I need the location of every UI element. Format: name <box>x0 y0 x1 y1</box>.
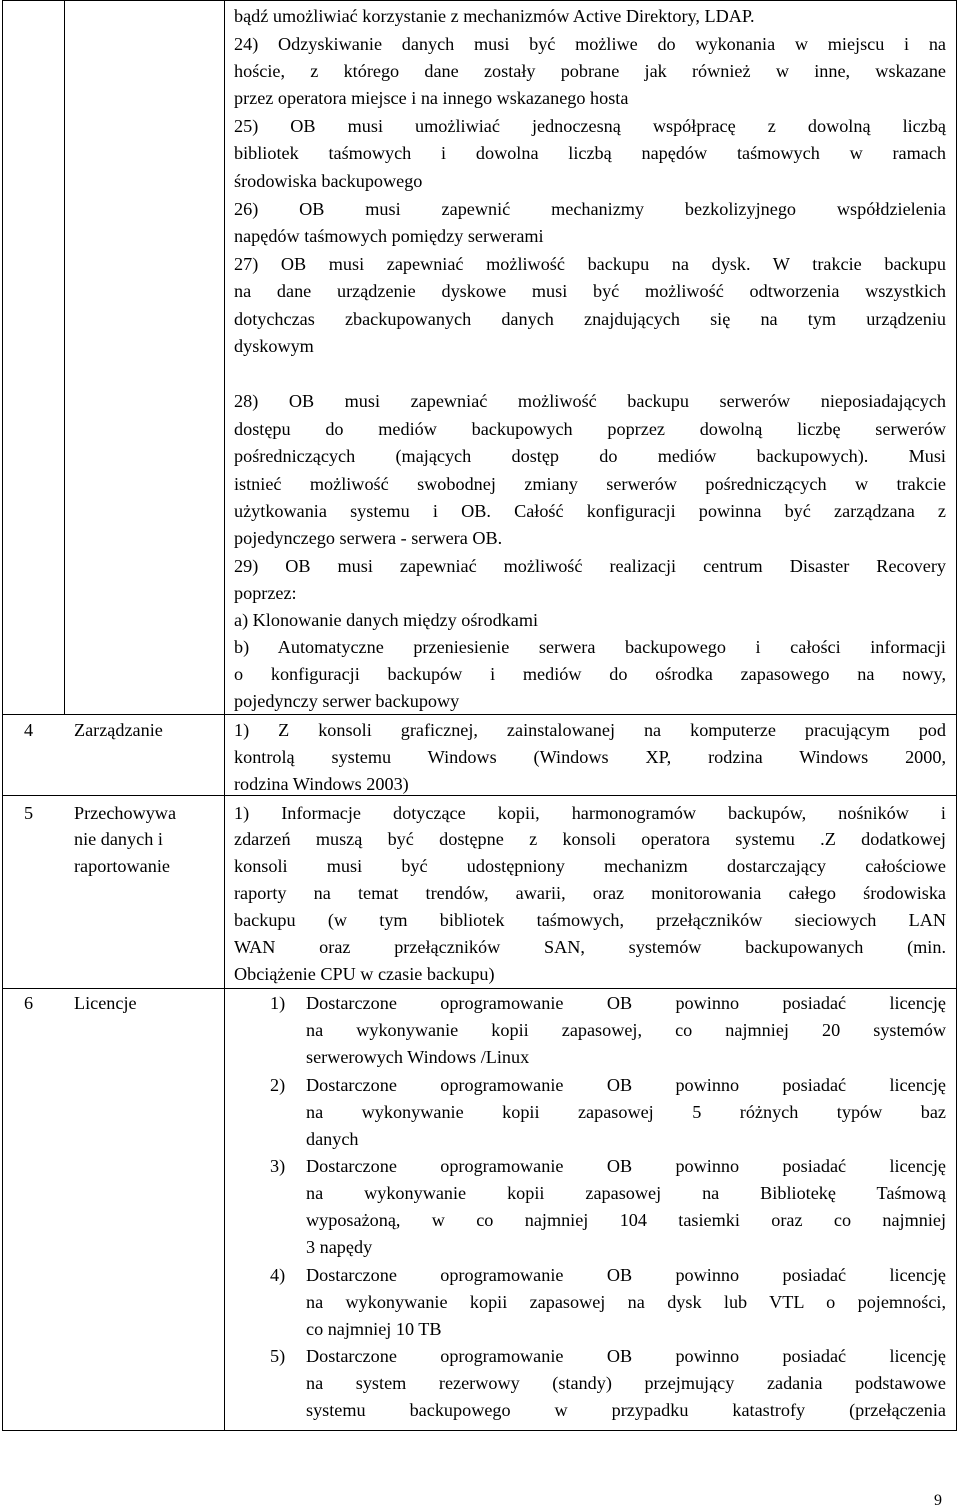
continued-line: 24) Odzyskiwanie danych musi być możliwe do wykonania w miejscu i na <box>234 34 946 54</box>
list-marker: 3) <box>270 1156 286 1176</box>
row-content-line: na wykonywanie kopii zapasowej, co najmniej 20 systemów <box>306 1020 946 1040</box>
table-border-top <box>2 0 957 1</box>
row-divider-6 <box>2 988 957 989</box>
continued-line: istnieć możliwość swobodnej zmiany serwerów pośredniczących w trakcie <box>234 474 946 494</box>
row-divider-4 <box>2 714 957 715</box>
row-content-line: kontrolą systemu Windows (Windows XP, rodzina Windows 2000, <box>234 747 946 767</box>
table-border-right <box>956 0 957 1431</box>
row-content-line: rodzina Windows 2003) <box>234 774 409 794</box>
row-content-line: Dostarczone oprogramowanie OB powinno posiadać licencję <box>306 1346 946 1366</box>
row-number: 5 <box>24 803 34 823</box>
continued-line: 28) OB musi zapewniać możliwość backupu serwerów nieposiadających <box>234 391 946 411</box>
row-content-line: Dostarczone oprogramowanie OB powinno posiadać licencję <box>306 1075 946 1095</box>
row-content-line: na system rezerwowy (standy) przejmujący zadania podstawowe <box>306 1373 946 1393</box>
row-content-line: systemu backupowego w przypadku katastrofy (przełączenia <box>306 1400 946 1420</box>
row-label: Licencje <box>74 993 137 1013</box>
row-content-line: Obciążenie CPU w czasie backupu) <box>234 964 495 984</box>
table-border-col2 <box>224 0 225 1431</box>
page-number: 9 <box>934 1492 942 1509</box>
continued-line: bibliotek taśmowych i dowolna liczbą napędów taśmowych w ramach <box>234 143 946 163</box>
continued-line: 26) OB musi zapewnić mechanizmy bezkolizyjnego współdzielenia <box>234 199 946 219</box>
row-content-line: Dostarczone oprogramowanie OB powinno posiadać licencję <box>306 1265 946 1285</box>
row-content-line: Dostarczone oprogramowanie OB powinno posiadać licencję <box>306 993 946 1013</box>
continued-line: przez operatora miejsce i na innego wskazanego hosta <box>234 88 629 108</box>
continued-line: bądź umożliwiać korzystanie z mechanizmów Active Direktory, LDAP. <box>234 6 755 26</box>
row-content-line: co najmniej 10 TB <box>306 1319 442 1339</box>
list-marker: 5) <box>270 1346 286 1366</box>
continued-line: pojedynczego serwera - serwera OB. <box>234 528 503 548</box>
row-content-line: Dostarczone oprogramowanie OB powinno posiadać licencję <box>306 1156 946 1176</box>
continued-line: dostępu do mediów backupowych poprzez dowolną liczbę serwerów <box>234 419 946 439</box>
continued-line: pośredniczących (mających dostęp do mediów backupowych). Musi <box>234 446 946 466</box>
table-border-bottom <box>2 1430 957 1431</box>
table-border-col1 <box>64 0 65 714</box>
row-label: raportowanie <box>74 856 170 876</box>
continued-line: b) Automatyczne przeniesienie serwera backupowego i całości informacji <box>234 637 946 657</box>
continued-line: użytkowania systemu i OB. Całość konfiguracji powinna być zarządzana z <box>234 501 946 521</box>
row-divider-5 <box>2 795 957 796</box>
row-content-line: danych <box>306 1129 359 1149</box>
row-content-line: na wykonywanie kopii zapasowej na Bibliotekę Taśmową <box>306 1183 946 1203</box>
row-content-line: raporty na temat trendów, awarii, oraz monitorowania całego środowiska <box>234 883 946 903</box>
list-marker: 2) <box>270 1075 286 1095</box>
continued-line: na dane urządzenie dyskowe musi być możliwość odtworzenia wszystkich <box>234 281 946 301</box>
continued-line: dotychczas zbackupowanych danych znajdujących się na tym urządzeniu <box>234 309 946 329</box>
row-content-line: 3 napędy <box>306 1237 373 1257</box>
continued-line: środowiska backupowego <box>234 171 423 191</box>
row-content-line: na wykonywanie kopii zapasowej na dysk lub VTL o pojemności, <box>306 1292 946 1312</box>
continued-line: 27) OB musi zapewniać możliwość backupu na dysk. W trakcie backupu <box>234 254 946 274</box>
row-content-line: WAN oraz przełączników SAN, systemów backupowanych (min. <box>234 937 946 957</box>
continued-line: dyskowym <box>234 336 314 356</box>
row-content-line: backupu (w tym bibliotek taśmowych, przełączników sieciowych LAN <box>234 910 946 930</box>
row-content-line: 1) Informacje dotyczące kopii, harmonogramów backupów, nośników i <box>234 803 946 823</box>
continued-line: poprzez: <box>234 583 297 603</box>
row-content-line: wyposażoną, w co najmniej 104 tasiemki oraz co najmniej <box>306 1210 946 1230</box>
row-content-line: 1) Z konsoli graficznej, zainstalowanej na komputerze pracującym pod <box>234 720 946 740</box>
table-border-left <box>2 0 3 1431</box>
row-content-line: zdarzeń muszą być dostępne z konsoli operatora systemu .Z dodatkowej <box>234 829 946 849</box>
continued-line: 25) OB musi umożliwiać jednoczesną współpracę z dowolną liczbą <box>234 116 946 136</box>
continued-line: a) Klonowanie danych między ośrodkami <box>234 610 539 630</box>
row-label: nie danych i <box>74 829 163 849</box>
row-number: 6 <box>24 993 34 1013</box>
continued-line: pojedynczy serwer backupowy <box>234 691 460 711</box>
row-label: Przechowywa <box>74 803 177 823</box>
row-number: 4 <box>24 720 34 740</box>
row-content-line: serwerowych Windows /Linux <box>306 1047 530 1067</box>
list-marker: 4) <box>270 1265 286 1285</box>
continued-line: hoście, z którego dane zostały pobrane jak również w inne, wskazane <box>234 61 946 81</box>
continued-line: napędów taśmowych pomiędzy serwerami <box>234 226 544 246</box>
row-content-line: na wykonywanie kopii zapasowej 5 różnych typów baz <box>306 1102 946 1122</box>
continued-line: o konfiguracji backupów i mediów do ośrodka zapasowego na nowy, <box>234 664 946 684</box>
row-content-line: konsoli musi być udostępniony mechanizm dostarczający całościowe <box>234 856 946 876</box>
row-label: Zarządzanie <box>74 720 163 740</box>
list-marker: 1) <box>270 993 286 1013</box>
continued-line: 29) OB musi zapewniać możliwość realizacji centrum Disaster Recovery <box>234 556 946 576</box>
